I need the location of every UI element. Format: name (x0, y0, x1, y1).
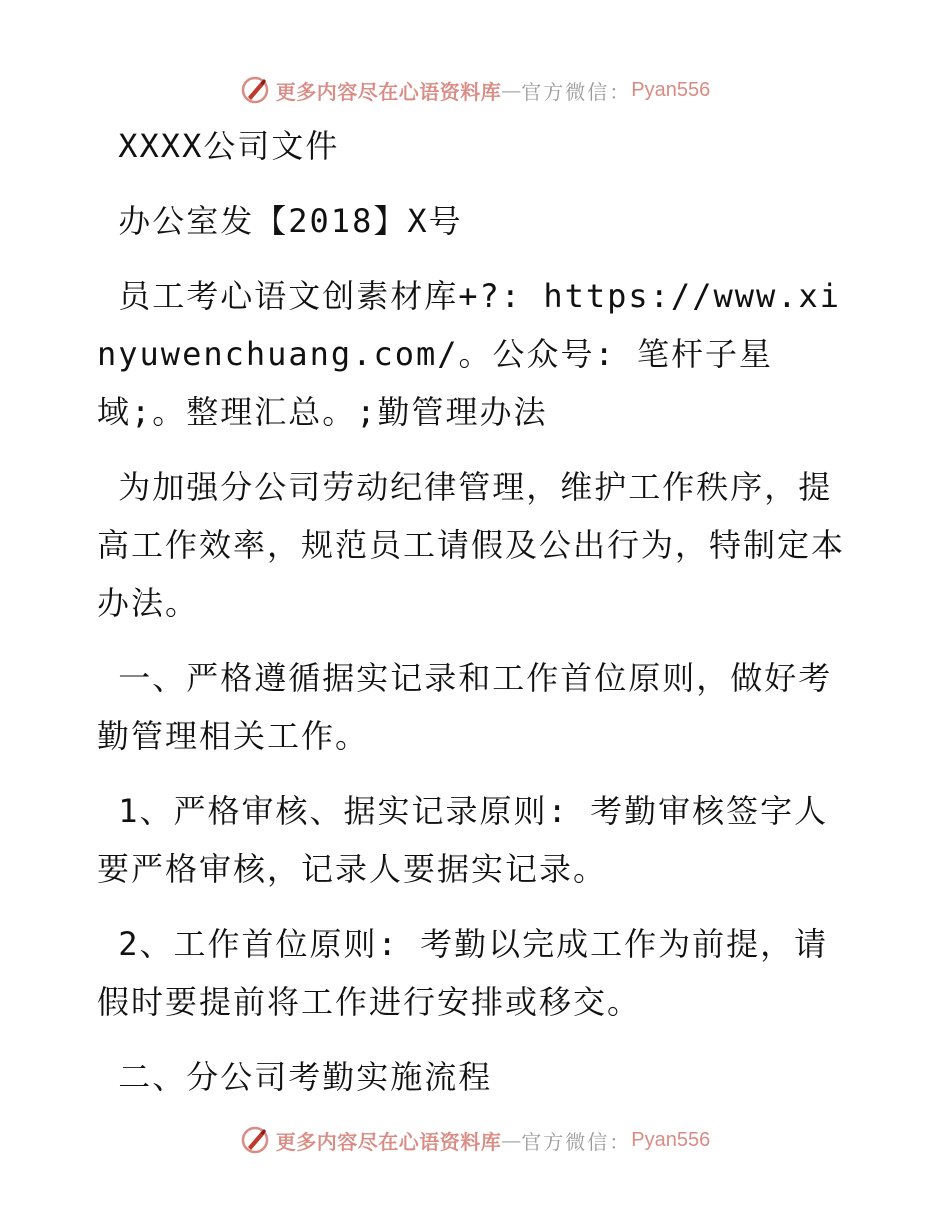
watermark-separator: — (501, 1128, 522, 1152)
watermark-wechat-label: 官方微信： (521, 1129, 632, 1154)
document-body (97, 117, 857, 1123)
header-watermark (0, 70, 950, 110)
footer-watermark (0, 1120, 950, 1160)
watermark-wechat-id: Pyan556 (631, 78, 711, 101)
pen-logo-icon (240, 1125, 270, 1155)
doc-number: 办公室发【2018】X号 (97, 202, 463, 240)
doc-heading: 员工考心语文创素材库+?: https://www.xinyuwenchuang.com/。公众号: 笔杆子星域;。整理汇总。;勤管理办法 (97, 277, 842, 431)
pen-logo-icon (240, 75, 270, 105)
clause-one: 1、严格审核、据实记录原则: 考勤审核签字人要严格审核，记录人要据实记录。 (97, 792, 829, 888)
watermark-separator: — (501, 78, 522, 102)
doc-title: XXXX公司文件 (97, 127, 340, 165)
section-one-heading: 一、严格遵循据实记录和工作首位原则，做好考勤管理相关工作。 (97, 659, 833, 755)
clause-two: 2、工作首位原则: 考勤以完成工作为前提，请假时要提前将工作进行安排或移交。 (97, 925, 829, 1021)
watermark-site-text: 更多内容尽在心语资料库 (275, 79, 502, 104)
watermark-wechat-id: Pyan556 (631, 1128, 711, 1151)
section-two-heading: 二、分公司考勤实施流程 (97, 1058, 493, 1096)
doc-intro-paragraph: 为加强分公司劳动纪律管理，维护工作秩序，提高工作效率，规范员工请假及公出行为，特制定本办法。 (97, 468, 846, 622)
watermark-site-text: 更多内容尽在心语资料库 (275, 1129, 502, 1154)
watermark-wechat-label: 官方微信： (521, 79, 632, 104)
